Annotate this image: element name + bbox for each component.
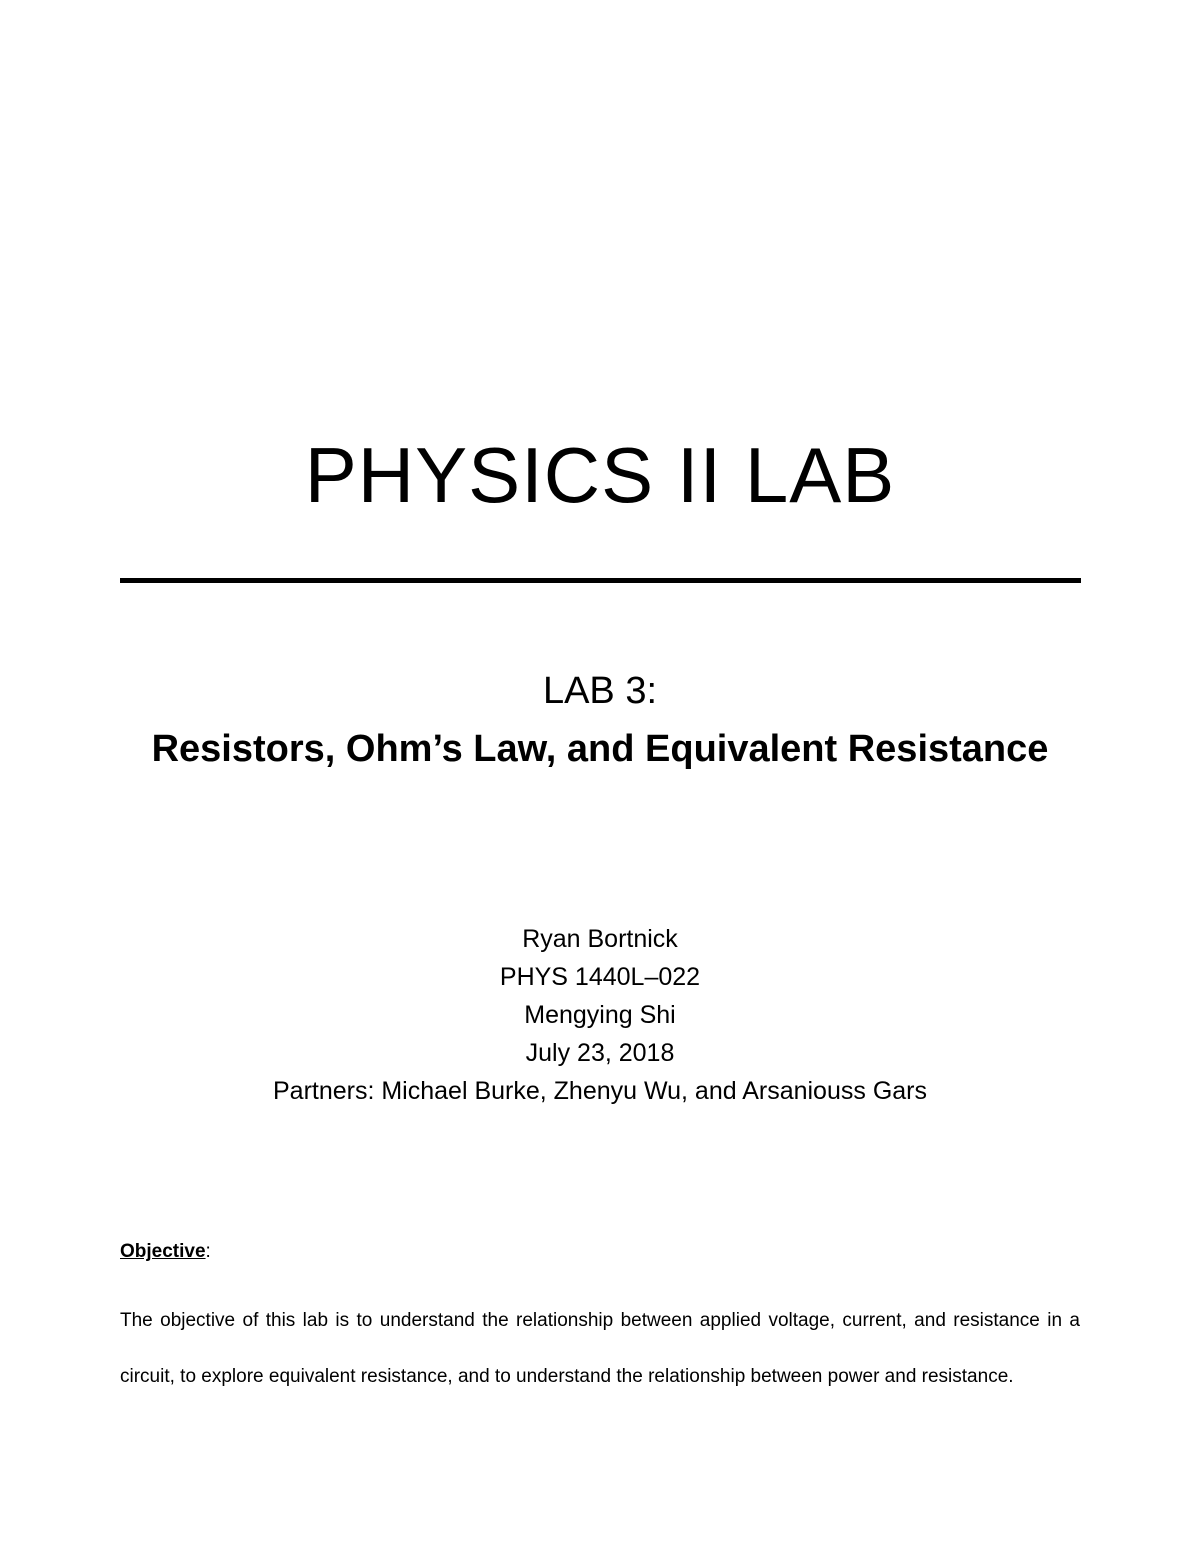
title-divider [120, 578, 1081, 583]
objective-heading-label: Objective [120, 1241, 206, 1262]
lab-partners: Partners: Michael Burke, Zhenyu Wu, and Arsaniouss Gars [272, 1077, 927, 1105]
report-date: July 23, 2018 [525, 1039, 675, 1067]
author-name: Ryan Bortnick [522, 925, 678, 953]
objective-heading-colon: : [205, 1241, 211, 1262]
course-title: PHYSICS II LAB [304, 431, 896, 519]
lab-number: LAB 3: [542, 670, 658, 712]
lab-title: Resistors, Ohm’s Law, and Equivalent Resistance [151, 728, 1049, 770]
objective-text: The objective of this lab is to understand the relationship between applied voltage, current, and resistance in a circuit, to explore equivalent resistance, and to understand the relationship between power and resistance. [120, 1310, 1080, 1387]
instructor-name: Mengying Shi [524, 1001, 676, 1029]
objective-heading [120, 1238, 211, 1266]
course-code: PHYS 1440L–022 [499, 963, 701, 991]
author-info-block [0, 920, 1200, 1110]
